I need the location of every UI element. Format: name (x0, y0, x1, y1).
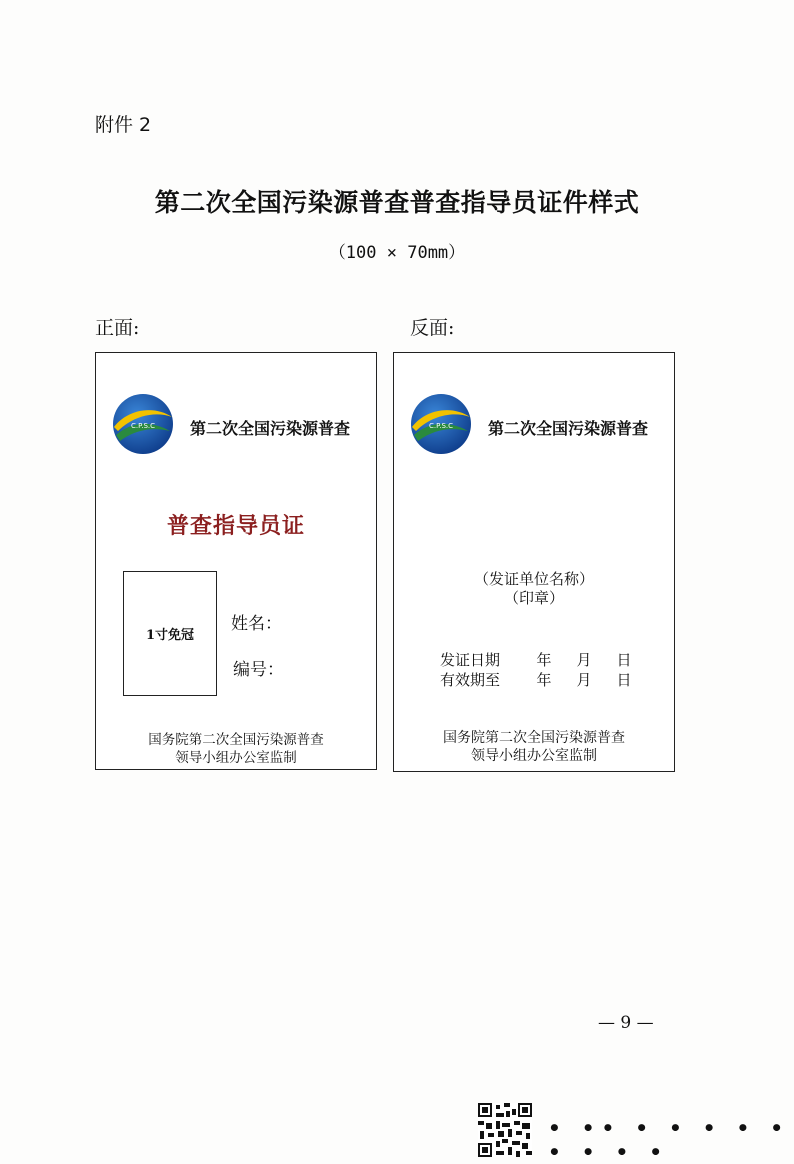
valid-until-label: 有效期至 (440, 671, 501, 689)
year-label: 年 (536, 671, 552, 689)
photo-placeholder (123, 571, 217, 696)
month-label: 月 (576, 651, 592, 669)
card-header-text: 第二次全国污染源普查 (488, 419, 649, 438)
census-logo-icon (110, 391, 176, 457)
footer-line: 国务院第二次全国污染源普查 (148, 732, 324, 748)
footer-line: 领导小组办公室监制 (175, 750, 297, 766)
issuer-name-placeholder: （发证单位名称） (473, 570, 594, 588)
card-title: 普查指导员证 (166, 513, 305, 539)
name-label: 姓名： (231, 614, 282, 634)
day-label: 日 (616, 651, 632, 669)
year-label: 年 (536, 651, 552, 669)
page-number: — 9 — (598, 1013, 654, 1033)
census-logo-icon (408, 391, 474, 457)
dotted-line: • •• • • • • • • • • • (548, 1116, 791, 1164)
back-side-label: 反面: (410, 317, 455, 339)
issue-date-row (440, 649, 644, 670)
id-card-front (95, 352, 377, 770)
document-title: 第二次全国污染源普查普查指导员证件样式 (154, 188, 640, 217)
issue-date-label: 发证日期 (440, 651, 501, 669)
card-header-text: 第二次全国污染源普查 (190, 419, 351, 438)
footer-line: 国务院第二次全国污染源普查 (443, 730, 625, 746)
photo-placeholder-text: 1寸免冠 (145, 628, 195, 643)
footer-line: 领导小组办公室监制 (471, 748, 597, 764)
day-label: 日 (616, 671, 632, 689)
issuer-block (394, 570, 674, 608)
valid-until-row (440, 669, 644, 690)
svg-text:C.P.S.C: C.P.S.C (428, 422, 454, 430)
card-footer (394, 729, 674, 765)
seal-placeholder: （印章） (503, 589, 564, 607)
card-footer (96, 731, 376, 767)
svg-text:C.P.S.C: C.P.S.C (130, 422, 156, 430)
size-note: （100 × 70mm） (328, 243, 466, 263)
qr-code-icon (478, 1103, 532, 1157)
front-side-label: 正面: (95, 317, 140, 339)
number-label: 编号： (233, 660, 284, 680)
id-card-back (393, 352, 675, 772)
attachment-label: 附件 2 (95, 114, 152, 136)
month-label: 月 (576, 671, 592, 689)
